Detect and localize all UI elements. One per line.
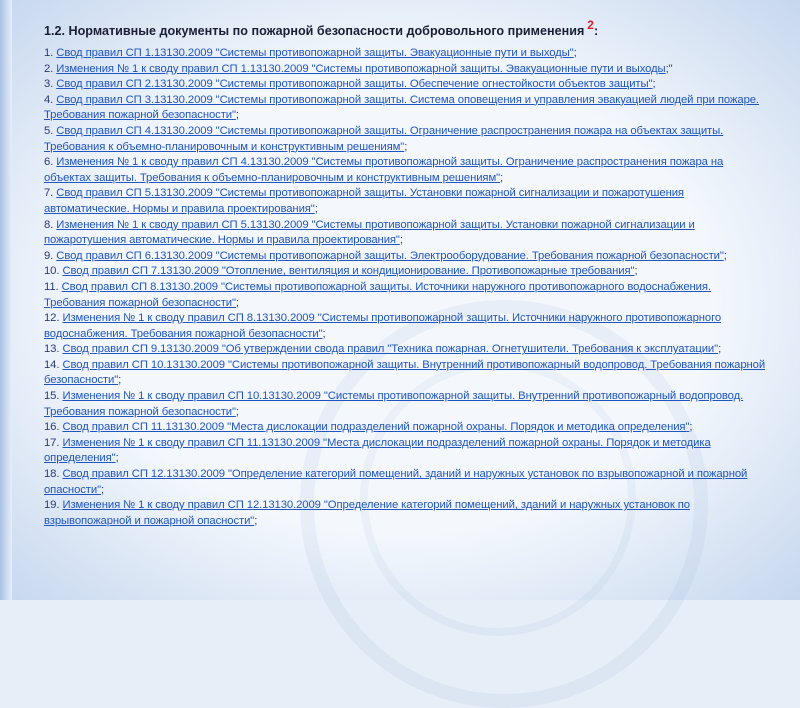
list-item-tail: ; [235,109,239,122]
list-item-number: 17. [44,436,60,449]
list-item [44,311,772,342]
list-item [44,358,772,389]
list-item-number: 3. [44,78,54,91]
document-link[interactable]: Изменения № 1 к своду правил СП 12.13130.2009 "Определение категорий помещений, зданий и наружных установок по взрывопожарной и пожарной опасности" [44,499,690,527]
document-link[interactable]: Свод правил СП 8.13130.2009 "Системы противопожарной защиты. Источники наружного противопожарного водоснабжения. Требования пожарной безопасности" [44,280,711,309]
list-item-number: 1. [44,47,54,59]
section-heading-text: 1.2. Нормативные документы по пожарной безопасности добровольного применения [44,24,585,38]
list-item-tail: ; [235,405,239,418]
list-item-number: 2. [44,62,54,75]
document-link[interactable]: Изменения № 1 к своду правил СП 10.13130.2009 "Системы противопожарной защиты. Внутренний противопожарный водопровод. Требования пожарной безопасности" [44,390,744,418]
list-item-number: 6. [44,156,54,169]
document-link[interactable]: Изменения № 1 к своду правил СП 5.13130.2009 "Системы противопожарной защиты. Установки пожарной сигнализации и пожаротушения автоматические. Нормы и правила проектирования" [44,218,695,247]
list-item-tail: ; [404,140,408,153]
list-item-number: 10. [44,265,60,278]
document-link[interactable]: Свод правил СП 2.13130.2009 "Системы противопожарной защиты. Обеспечение огнестойкости объектов защиты" [56,78,653,91]
list-item-number: 14. [44,358,60,371]
document-link[interactable]: Свод правил СП 11.13130.2009 "Места дислокации подразделений пожарной охраны. Порядок и методика определения" [62,421,690,434]
document-content [44,17,772,529]
list-item-tail: ; [115,452,119,465]
list-item-tail: ; [235,296,239,309]
section-heading [44,17,772,40]
document-link[interactable]: Свод правил СП 5.13130.2009 "Системы противопожарной защиты. Установки пожарной сигнализации и пожаротушения автоматические. Нормы и правила проектирования" [44,187,684,215]
list-item [44,46,772,62]
list-item [44,77,772,93]
document-link[interactable]: Свод правил СП 4.13130.2009 "Системы противопожарной защиты. Ограничение распространения пожара на объектах защиты. Требования к объемно-планировочным и конструктивным решениям" [44,124,724,153]
list-item [44,342,772,358]
list-item [44,249,772,265]
list-item-number: 11. [44,280,59,293]
document-link[interactable]: Свод правил СП 7.13130.2009 "Отопление, вентиляция и кондиционирование. Противопожарные требования" [62,265,635,278]
list-item-number: 12. [44,312,60,325]
list-item [44,186,772,217]
list-item-tail: ; [689,421,693,434]
document-list [44,46,772,529]
list-item-number: 4. [44,93,54,106]
list-item [44,155,772,186]
list-item-tail: ; [399,234,403,247]
list-item-tail: ; [314,202,318,215]
list-item-number: 16. [44,421,60,434]
list-item-tail: ; [254,514,258,527]
list-item [44,436,772,467]
document-link[interactable]: Изменения № 1 к своду правил СП 1.13130.2009 "Системы противопожарной защиты. Эвакуационные пути и выходы [56,62,666,75]
list-item-tail: ; [718,343,722,356]
list-item-number: 19. [44,499,60,512]
list-item [44,264,772,280]
document-link[interactable]: Свод правил СП 1.13130.2009 "Системы противопожарной защиты. Эвакуационные пути и выходы" [56,47,574,59]
list-item-number: 7. [44,187,54,200]
list-item-number: 8. [44,218,54,231]
list-item-number: 9. [44,249,54,262]
document-link[interactable]: Изменения № 1 к своду правил СП 11.13130.2009 "Места дислокации подразделений пожарной охраны. Порядок и методика определения" [44,436,711,465]
section-heading-colon: : [593,24,599,38]
list-item [44,467,772,498]
list-item-number: 18. [44,468,60,481]
list-item [44,62,772,78]
list-item [44,420,772,436]
list-item-tail: ; [573,47,577,59]
list-item-tail: ; [101,483,105,496]
document-link[interactable]: Изменения № 1 к своду правил СП 4.13130.2009 "Системы противопожарной защиты. Ограничение распространения пожара на объектах защиты. Требования к объемно-планировочным и конструктивным решениям" [44,156,724,184]
document-link[interactable]: Свод правил СП 10.13130.2009 "Системы противопожарной защиты. Внутренний противопожарный водопровод. Требования пожарной безопасности" [44,358,766,387]
list-item [44,498,772,529]
list-item-number: 15. [44,390,60,403]
list-item-tail: ; [652,78,656,91]
document-link[interactable]: Свод правил СП 6.13130.2009 "Системы противопожарной защиты. Электрооборудование. Требования пожарной безопасности" [56,249,724,262]
document-link[interactable]: Свод правил СП 3.13130.2009 "Системы противопожарной защиты. Система оповещения и управления эвакуацией людей при пожаре. Требования пожарной безопасности" [44,93,759,122]
list-item [44,389,772,420]
list-item [44,93,772,124]
list-item-tail: ; [723,249,727,262]
list-item-number: 13. [44,343,60,356]
list-item-tail: ;" [665,62,673,75]
list-item-tail: ; [322,327,326,340]
list-item-tail: ; [634,265,638,278]
list-item [44,124,772,155]
list-item [44,280,772,311]
footnote-marker: 2 [587,18,594,32]
document-link[interactable]: Изменения № 1 к своду правил СП 8.13130.2009 "Системы противопожарной защиты. Источники наружного противопожарного водоснабжения. Требования пожарной безопасности" [44,312,722,340]
document-link[interactable]: Свод правил СП 9.13130.2009 "Об утверждении свода правил "Техника пожарная. Огнетушители. Требования к эксплуатации" [62,343,719,356]
left-decorative-bar [0,0,12,600]
list-item-tail: ; [118,374,122,387]
list-item-number: 5. [44,124,54,137]
list-item [44,218,772,249]
document-link[interactable]: Свод правил СП 12.13130.2009 "Определение категорий помещений, зданий и наружных установок по взрывопожарной и пожарной опасности" [44,468,748,496]
list-item-tail: ; [500,171,504,184]
